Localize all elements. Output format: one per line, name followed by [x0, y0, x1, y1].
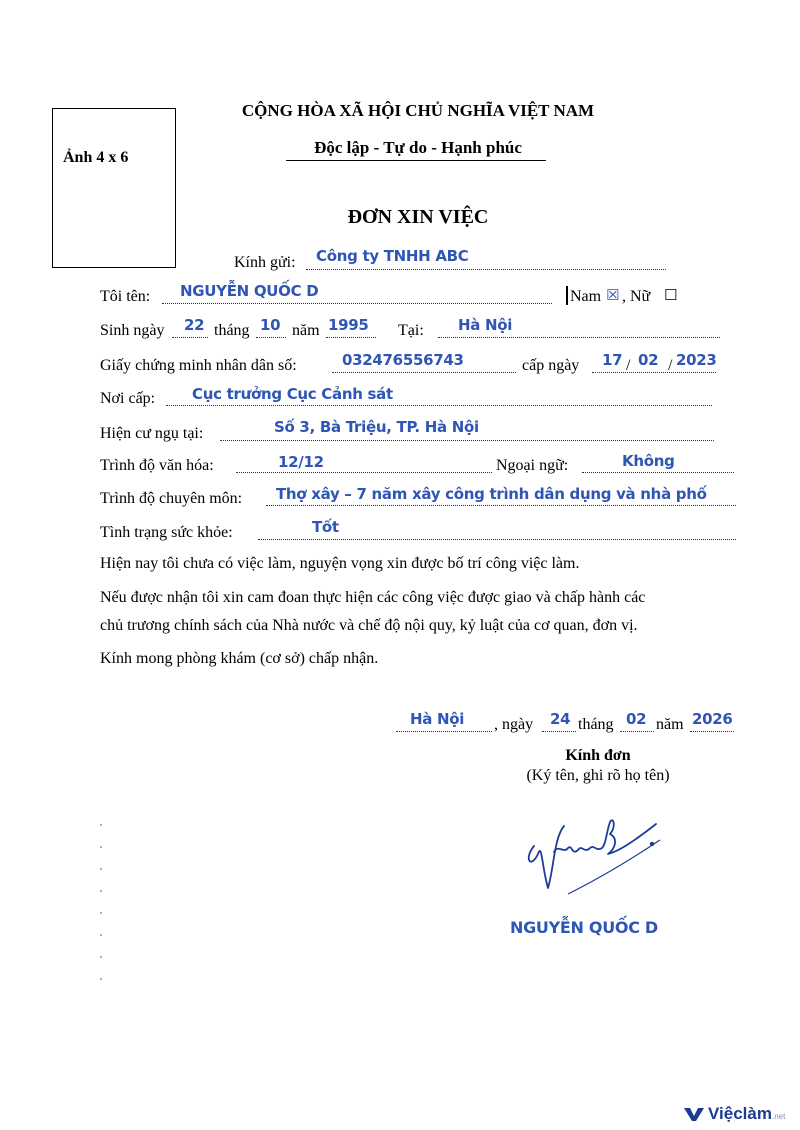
margin-dot — [100, 846, 102, 848]
birth-month-label: tháng — [214, 322, 250, 339]
sign-year-field[interactable]: 2026 — [692, 710, 733, 728]
paragraph-unemployed: Hiện nay tôi chưa có việc làm, nguyện vọng xin được bố trí công việc làm. — [100, 555, 580, 572]
issue-place-label: Nơi cấp: — [100, 390, 156, 407]
brand-suffix: .net — [771, 1112, 786, 1121]
female-checkbox[interactable]: ☐ — [664, 286, 678, 304]
issue-place-field[interactable]: Cục trưởng Cục Cảnh sát — [192, 385, 393, 403]
paragraph-request: Kính mong phòng khám (cơ sở) chấp nhận. — [100, 650, 379, 667]
paragraph-commitment-2: chủ trương chính sách của Nhà nước và chế độ nội quy, kỷ luật của cơ quan, đơn vị. — [100, 617, 638, 634]
nation-heading: CỘNG HÒA XÃ HỘI CHỦ NGHĨA VIỆT NAM — [241, 101, 595, 120]
birth-month-dots — [256, 337, 286, 338]
birth-place-field[interactable]: Hà Nội — [458, 316, 513, 334]
recipient-dots — [306, 269, 666, 270]
sign-month-dots — [620, 731, 654, 732]
address-label: Hiện cư ngụ tại: — [100, 425, 204, 442]
sign-day-dots — [542, 731, 576, 732]
birth-year-field[interactable]: 1995 — [328, 316, 369, 334]
signer-name: NGUYỄN QUỐC D — [510, 918, 658, 937]
paragraph-commitment-1: Nếu được nhận tôi xin cam đoan thực hiện các công việc được giao và chấp hành các — [100, 589, 646, 606]
profession-field[interactable]: Thợ xây – 7 năm xây công trình dân dụng và nhà phố — [276, 485, 707, 503]
address-field[interactable]: Số 3, Bà Triệu, TP. Hà Nội — [274, 418, 479, 436]
female-label: , Nữ — [622, 288, 651, 305]
brand-name — [708, 1104, 785, 1124]
date-slash: / — [668, 357, 673, 374]
profession-dots — [266, 505, 736, 506]
id-date-dots — [592, 372, 716, 373]
birth-day-dots — [172, 337, 208, 338]
photo-label: Ảnh 4 x 6 — [63, 149, 129, 166]
education-field[interactable]: 12/12 — [278, 453, 324, 471]
name-field[interactable]: NGUYỄN QUỐC D — [180, 282, 319, 300]
birth-day-label: Sinh ngày — [100, 322, 165, 339]
motto-heading: Độc lập - Tự do - Hạnh phúc — [314, 138, 522, 157]
margin-dot — [100, 868, 102, 870]
birth-year-label: năm — [292, 322, 320, 339]
sign-month-label: tháng — [578, 716, 614, 733]
recipient-field[interactable]: Công ty TNHH ABC — [316, 247, 469, 265]
document-title: ĐƠN XIN VIỆC — [347, 206, 489, 228]
sign-year-label: năm — [656, 716, 684, 733]
sign-day-field[interactable]: 24 — [550, 710, 571, 728]
language-label: Ngoại ngữ: — [496, 457, 569, 474]
recipient-label: Kính gửi: — [234, 254, 296, 271]
id-label: Giấy chứng minh nhân dân số: — [100, 357, 297, 374]
health-dots — [258, 539, 736, 540]
birth-place-dots — [438, 337, 720, 338]
education-dots — [236, 472, 492, 473]
photo-placeholder — [52, 108, 176, 268]
male-label: Nam — [570, 288, 602, 305]
date-slash: / — [626, 357, 631, 374]
margin-dot — [100, 912, 102, 914]
sign-day-label: , ngày — [494, 716, 534, 733]
address-dots — [220, 440, 714, 441]
sign-instruction: (Ký tên, ghi rõ họ tên) — [526, 767, 670, 784]
profession-label: Trình độ chuyên môn: — [100, 490, 243, 507]
birth-place-label: Tại: — [398, 322, 424, 339]
sincerely-label: Kính đơn — [565, 747, 631, 764]
issue-place-dots — [166, 405, 712, 406]
name-dots — [162, 303, 552, 304]
id-month-field[interactable]: 02 — [638, 351, 659, 369]
margin-dot — [100, 956, 102, 958]
brand-logo-icon — [684, 1106, 704, 1122]
margin-dot — [100, 890, 102, 892]
birth-year-dots — [326, 337, 376, 338]
sign-place-dots — [396, 731, 492, 732]
margin-dot — [100, 934, 102, 936]
birth-month-field[interactable]: 10 — [260, 316, 281, 334]
birth-day-field[interactable]: 22 — [184, 316, 205, 334]
sign-month-field[interactable]: 02 — [626, 710, 647, 728]
id-number-field[interactable]: 032476556743 — [342, 351, 464, 369]
brand-text: Việclàm — [708, 1104, 772, 1123]
text-cursor — [566, 286, 568, 305]
margin-dot — [100, 824, 102, 826]
margin-dot — [100, 978, 102, 980]
health-label: Tình trạng sức khỏe: — [100, 524, 233, 541]
id-year-field[interactable]: 2023 — [676, 351, 717, 369]
language-dots — [582, 472, 734, 473]
male-checkbox[interactable]: ☒ — [606, 286, 620, 304]
sign-year-dots — [690, 731, 734, 732]
health-field[interactable]: Tốt — [312, 518, 339, 536]
id-date-label: cấp ngày — [522, 357, 580, 374]
id-day-field[interactable]: 17 — [602, 351, 623, 369]
education-label: Trình độ văn hóa: — [100, 457, 214, 474]
signature-image — [520, 808, 670, 898]
language-field[interactable]: Không — [622, 452, 675, 470]
name-label: Tôi tên: — [100, 288, 151, 305]
id-dots — [332, 372, 516, 373]
sign-place-field[interactable]: Hà Nội — [410, 710, 465, 728]
motto-underline — [286, 160, 546, 161]
